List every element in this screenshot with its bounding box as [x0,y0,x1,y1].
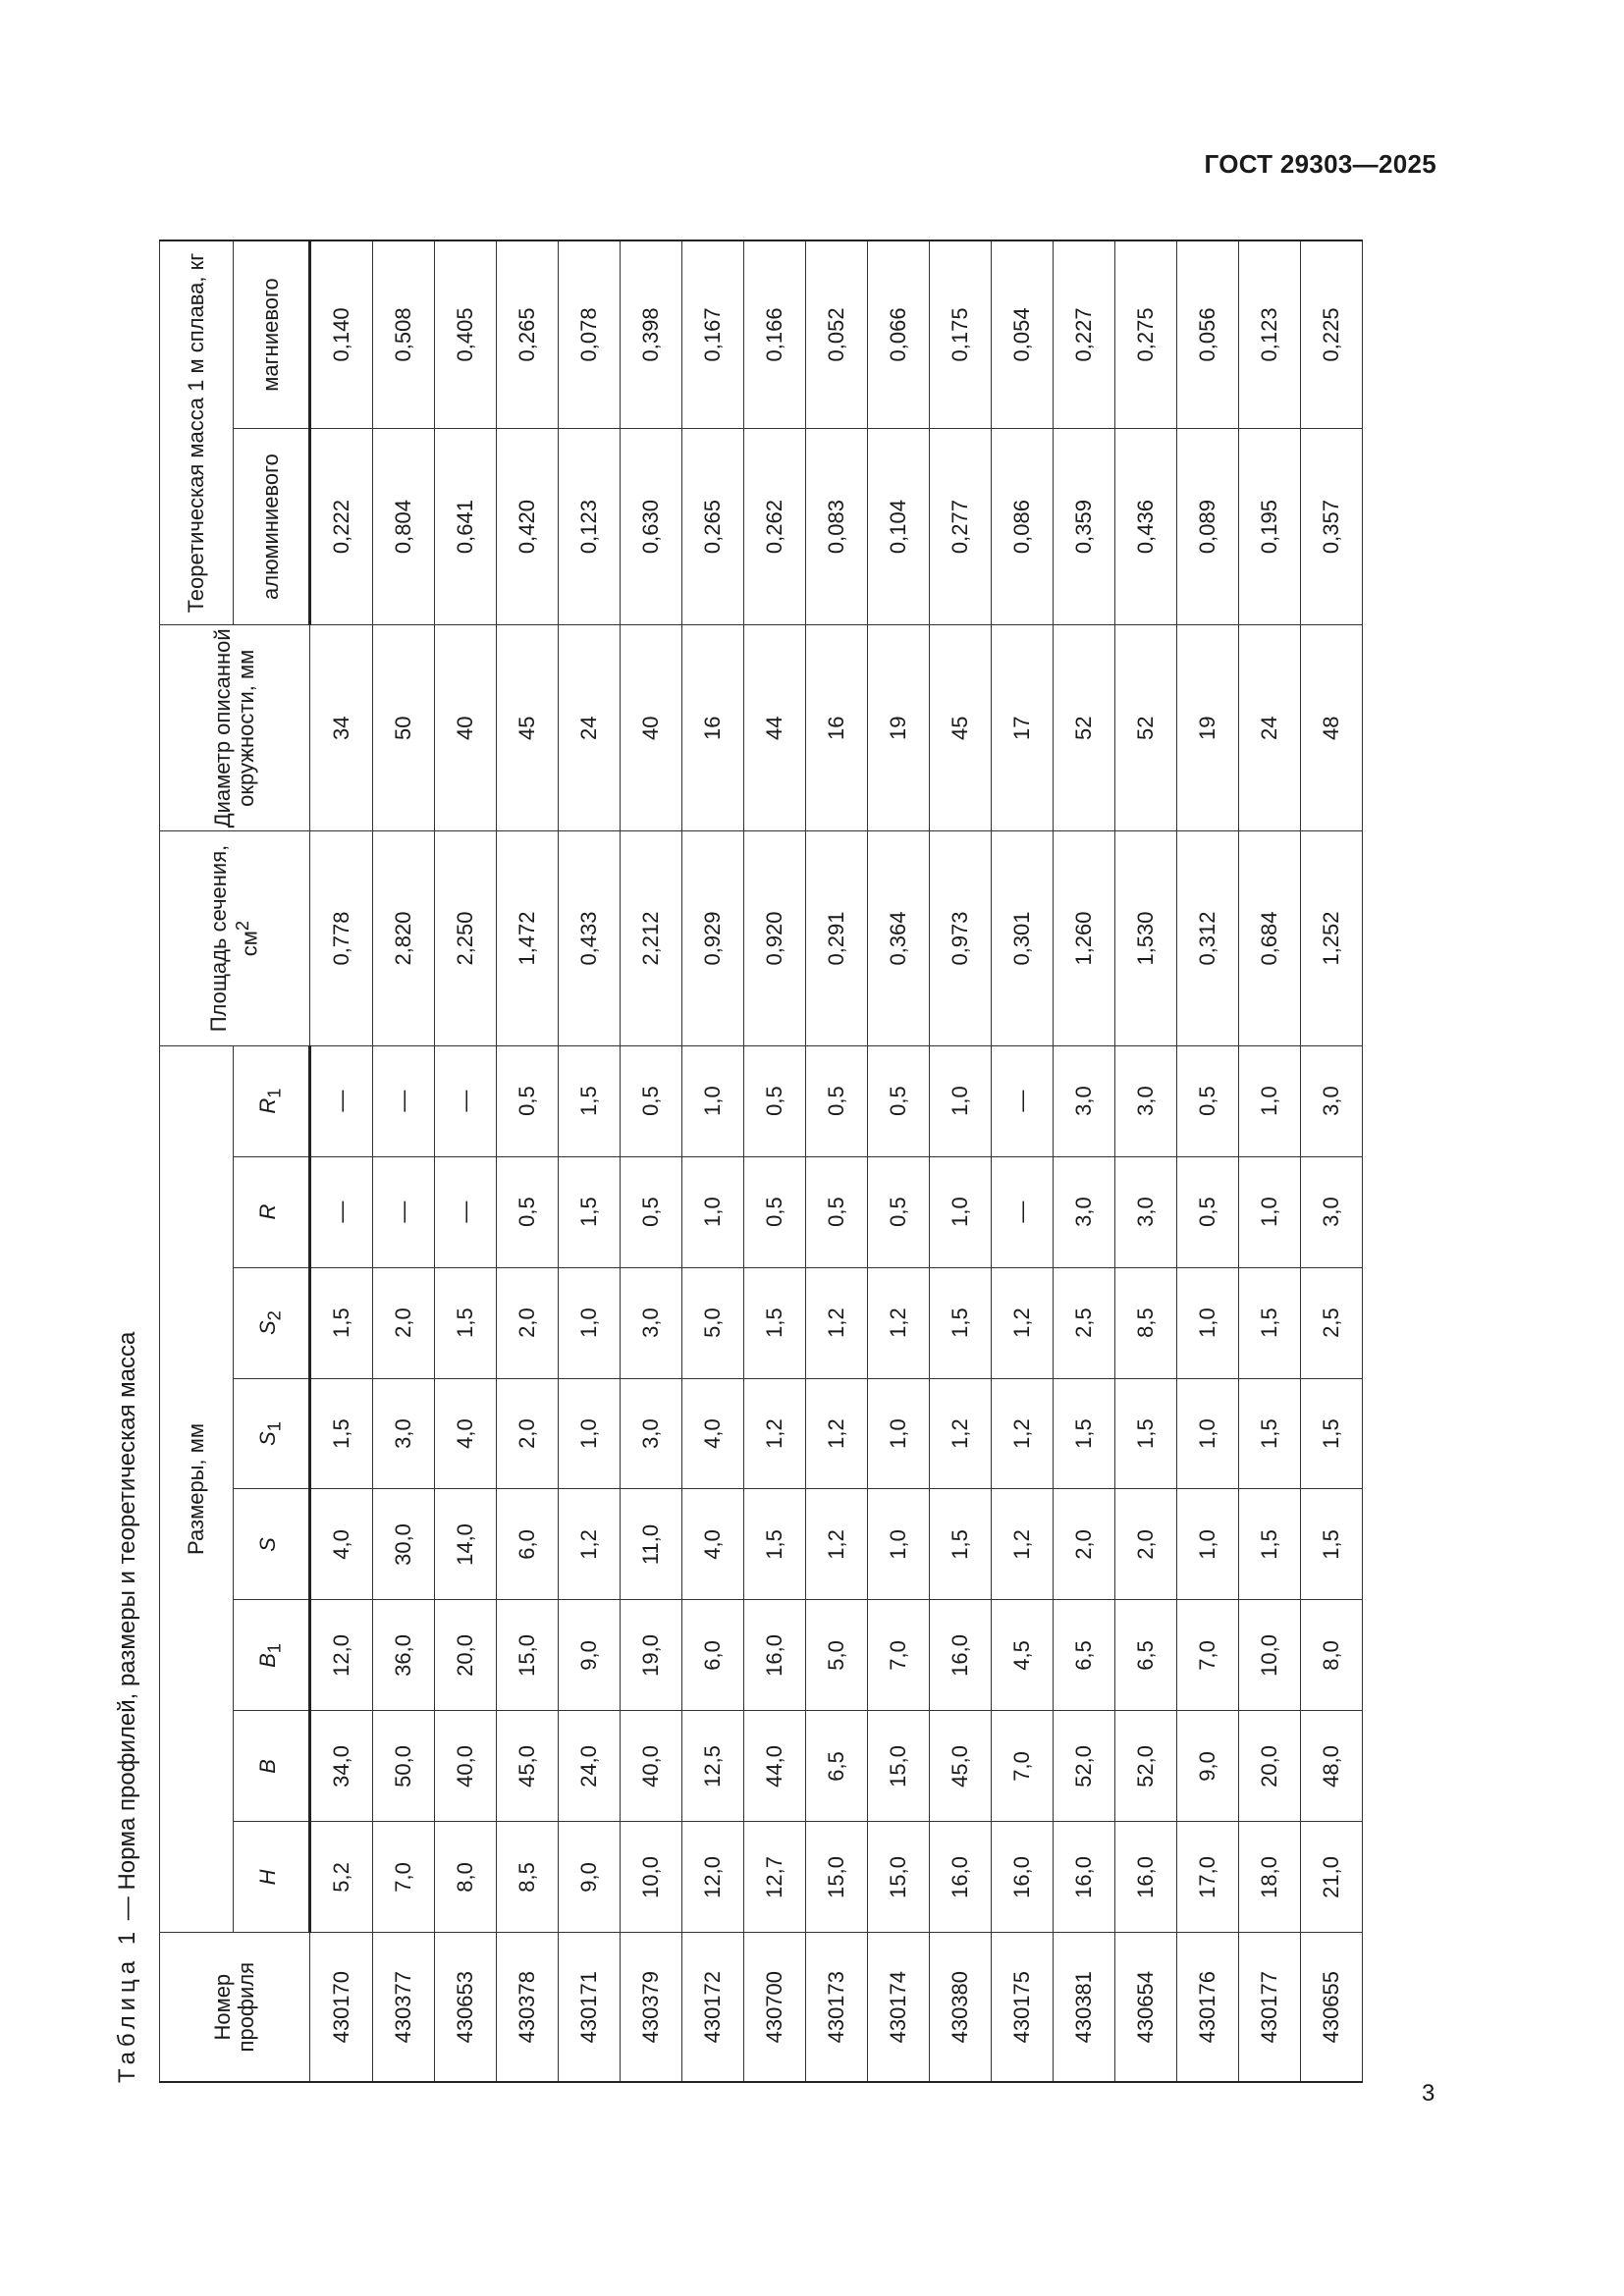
table-cell: 3,0 [1054,1156,1115,1267]
table-cell: 2,0 [1054,1489,1115,1600]
table-cell: 6,0 [497,1489,559,1600]
header-size-h [234,1822,310,1933]
header-size-subscript: 1 [263,1088,285,1098]
table-cell: 20,0 [1239,1711,1301,1822]
table-cell: 6,5 [806,1711,868,1822]
table-cell: 1,5 [744,1489,806,1600]
table-cell: 0,277 [930,428,992,624]
table-cell: 0,5 [1177,1045,1239,1156]
table-row [744,240,806,2082]
table-cell: 0,140 [310,240,373,428]
cell-profile-number: 430654 [1115,1933,1177,2082]
table-cell: 15,0 [868,1822,930,1933]
table-cell: 1,0 [868,1378,930,1489]
table-cell: 1,5 [559,1156,621,1267]
table-row [806,240,868,2082]
table-row [1301,240,1363,2082]
table-cell: 7,0 [868,1600,930,1711]
table-cell: 0,5 [497,1045,559,1156]
table-cell: 16 [806,625,868,831]
cell-profile-number: 430170 [310,1933,373,2082]
table-cell: 4,0 [682,1378,744,1489]
table-cell: 0,083 [806,428,868,624]
table-cell: 52 [1054,625,1115,831]
table-cell: 17,0 [1177,1822,1239,1933]
table-cell: 1,5 [1301,1489,1363,1600]
table-row [1115,240,1177,2082]
table-cell: — [992,1156,1054,1267]
cell-profile-number: 430655 [1301,1933,1363,2082]
header-section-area-sup: 2 [232,920,253,932]
table-cell: 0,225 [1301,240,1363,428]
table-cell: 0,630 [621,428,682,624]
cell-profile-number: 430380 [930,1933,992,2082]
header-size-subscript: 1 [263,1643,285,1654]
table-cell: 2,0 [373,1267,435,1378]
header-size-symbol: B [254,1653,280,1668]
table-cell: 11,0 [621,1489,682,1600]
table-cell: 3,0 [1301,1045,1363,1156]
table-row [310,240,373,2082]
table-cell: 52,0 [1054,1711,1115,1822]
table-cell: 3,0 [621,1378,682,1489]
table-cell: 36,0 [373,1600,435,1711]
cell-profile-number: 430378 [497,1933,559,2082]
profiles-table [159,240,1363,2083]
table-cell: 1,0 [1239,1045,1301,1156]
table-cell: 0,684 [1239,831,1301,1045]
table-cell: 1,0 [1177,1489,1239,1600]
table-cell: 0,222 [310,428,373,624]
table-cell: 19 [868,625,930,831]
table-cell: 1,2 [992,1489,1054,1600]
table-row [1054,240,1115,2082]
table-cell: 0,066 [868,240,930,428]
table-cell: 1,0 [559,1378,621,1489]
table-cell: 1,5 [435,1267,497,1378]
table-cell: 1,2 [930,1378,992,1489]
table-cell: 16 [682,625,744,831]
table-cell: 1,260 [1054,831,1115,1045]
table-cell: 5,0 [682,1267,744,1378]
header-size-symbol: B [254,1759,280,1774]
table-row [373,240,435,2082]
table-cell: — [373,1045,435,1156]
table-cell: 34 [310,625,373,831]
header-size-r [234,1156,310,1267]
table-cell: 0,167 [682,240,744,428]
table-cell: 16,0 [1054,1822,1115,1933]
table-cell: 0,5 [868,1045,930,1156]
table-cell: 10,0 [621,1822,682,1933]
table-cell: 40,0 [621,1711,682,1822]
table-cell: 21,0 [1301,1822,1363,1933]
cell-profile-number: 430377 [373,1933,435,2082]
table-cell: 0,641 [435,428,497,624]
table-cell: 0,778 [310,831,373,1045]
table-cell: 4,0 [435,1378,497,1489]
table-cell: 1,0 [559,1267,621,1378]
table-cell: 1,2 [992,1267,1054,1378]
cell-profile-number: 430700 [744,1933,806,2082]
cell-profile-number: 430172 [682,1933,744,2082]
table-row [992,240,1054,2082]
table-cell: 16,0 [744,1600,806,1711]
table-cell: 50 [373,625,435,831]
table-cell: 1,2 [744,1378,806,1489]
table-cell: 7,0 [992,1711,1054,1822]
table-cell: 45,0 [930,1711,992,1822]
table-cell: 0,357 [1301,428,1363,624]
table-cell: 16,0 [1115,1822,1177,1933]
table-cell: 14,0 [435,1489,497,1600]
table-cell: 5,0 [806,1600,868,1711]
table-row [1239,240,1301,2082]
header-sizes-group: Размеры, мм [160,1045,234,1933]
cell-profile-number: 430176 [1177,1933,1239,2082]
table-cell: 0,052 [806,240,868,428]
table-cell: 0,166 [744,240,806,428]
table-cell: 1,2 [868,1267,930,1378]
table-cell: 0,929 [682,831,744,1045]
table-cell: 9,0 [1177,1711,1239,1822]
table-cell: 4,0 [310,1489,373,1600]
table-cell: 50,0 [373,1711,435,1822]
table-cell: 48 [1301,625,1363,831]
table-cell: 1,5 [930,1267,992,1378]
table-cell: 1,0 [1239,1156,1301,1267]
header-size-subscript: 2 [263,1310,285,1321]
table-cell: 24 [1239,625,1301,831]
table-cell: 4,0 [682,1489,744,1600]
cell-profile-number: 430173 [806,1933,868,2082]
header-size-s [234,1489,310,1600]
table-cell: 16,0 [930,1600,992,1711]
header-size-symbol: R [254,1097,280,1114]
table-row [435,240,497,2082]
table-cell: 0,086 [992,428,1054,624]
header-section-area [160,831,310,1045]
table-cell: 0,804 [373,428,435,624]
table-cell: 1,5 [1054,1378,1115,1489]
table-cell: 1,5 [310,1267,373,1378]
table-cell: 30,0 [373,1489,435,1600]
table-cell: — [435,1156,497,1267]
header-section-area-text: Площадь сечения, см [206,844,262,1033]
table-cell: 1,2 [559,1489,621,1600]
table-cell: 16,0 [992,1822,1054,1933]
table-cell: 16,0 [930,1822,992,1933]
document-code: ГОСТ 29303—2025 [1204,149,1436,179]
table-cell: 7,0 [1177,1600,1239,1711]
table-cell: 3,0 [1301,1156,1363,1267]
table-cell: 1,2 [806,1378,868,1489]
table-cell: 1,472 [497,831,559,1045]
table-cell: 19 [1177,625,1239,831]
table-cell: — [310,1045,373,1156]
header-size-b1 [234,1600,310,1711]
table-cell: 0,291 [806,831,868,1045]
table-cell: 0,420 [497,428,559,624]
table-cell: 15,0 [806,1822,868,1933]
header-size-symbol: H [254,1869,280,1886]
cell-profile-number: 430171 [559,1933,621,2082]
table-cell: 1,5 [930,1489,992,1600]
table-cell: 0,973 [930,831,992,1045]
table-cell: 2,5 [1301,1267,1363,1378]
table-cell: 17 [992,625,1054,831]
table-cell: 40,0 [435,1711,497,1822]
cell-profile-number: 430379 [621,1933,682,2082]
table-cell: 0,056 [1177,240,1239,428]
table-row [868,240,930,2082]
table-cell: 0,104 [868,428,930,624]
table-cell: 0,275 [1115,240,1177,428]
table-cell: 2,5 [1054,1267,1115,1378]
header-mass-group: Теоретическая масса 1 м сплава, кг [160,240,234,625]
table-cell: 3,0 [621,1267,682,1378]
header-circumscribed-diameter: Диаметр описанной окружности, мм [160,625,310,831]
table-cell: 2,0 [497,1267,559,1378]
table-cell: 2,250 [435,831,497,1045]
table-row [621,240,682,2082]
table-cell: 12,7 [744,1822,806,1933]
table-cell: 1,5 [744,1267,806,1378]
table-cell: 45,0 [497,1711,559,1822]
table-cell: 10,0 [1239,1600,1301,1711]
table-cell: 24 [559,625,621,831]
table-cell: 0,364 [868,831,930,1045]
table-cell: 12,0 [310,1600,373,1711]
header-size-subscript: 1 [263,1421,285,1432]
cell-profile-number: 430381 [1054,1933,1115,2082]
table-cell: 45 [930,625,992,831]
cell-profile-number: 430175 [992,1933,1054,2082]
table-cell: — [435,1045,497,1156]
table-row [1177,240,1239,2082]
table-cell: 4,5 [992,1600,1054,1711]
header-mass-magnesium: магниевого [234,240,310,428]
table-cell: 8,5 [497,1822,559,1933]
header-size-symbol: S [254,1537,280,1552]
table-cell: 8,0 [435,1822,497,1933]
table-cell: 1,0 [868,1489,930,1600]
table-cell: 1,2 [806,1267,868,1378]
table-cell: 12,5 [682,1711,744,1822]
table-cell: 1,5 [559,1045,621,1156]
table-cell: 1,5 [1239,1489,1301,1600]
table-row [682,240,744,2082]
table-cell: 8,5 [1115,1267,1177,1378]
cell-profile-number: 430174 [868,1933,930,2082]
table-cell: 3,0 [1054,1045,1115,1156]
table-row [930,240,992,2082]
table-cell: — [373,1156,435,1267]
table-cell: 1,5 [310,1378,373,1489]
header-profile-number: Номер профиля [160,1933,310,2082]
table-cell: 18,0 [1239,1822,1301,1933]
table-cell: 0,195 [1239,428,1301,624]
table-cell: 2,820 [373,831,435,1045]
table-cell: 1,0 [682,1156,744,1267]
header-size-symbol: S [254,1431,280,1446]
table-cell: 2,212 [621,831,682,1045]
table-caption [110,1332,157,2083]
table-cell: 5,2 [310,1822,373,1933]
cell-profile-number: 430177 [1239,1933,1301,2082]
table-cell: 3,0 [373,1378,435,1489]
header-size-symbol: S [254,1320,280,1335]
table-cell: 0,265 [497,240,559,428]
table-cell: 0,5 [497,1156,559,1267]
table-cell: 3,0 [1115,1156,1177,1267]
table-cell: 6,5 [1054,1600,1115,1711]
table-cell: — [310,1156,373,1267]
table-cell: 1,0 [682,1045,744,1156]
table-cell: 0,5 [1177,1156,1239,1267]
table-cell: 52 [1115,625,1177,831]
table-cell: 48,0 [1301,1711,1363,1822]
table-cell: 15,0 [868,1711,930,1822]
table-cell: 0,123 [1239,240,1301,428]
table-cell: 0,089 [1177,428,1239,624]
table-cell: 1,5 [1239,1378,1301,1489]
table-cell: 6,5 [1115,1600,1177,1711]
table-cell: 15,0 [497,1600,559,1711]
table-cell: 0,265 [682,428,744,624]
table-cell: 1,0 [1177,1267,1239,1378]
table-cell: 1,0 [1177,1378,1239,1489]
table-cell: 1,5 [1301,1378,1363,1489]
table-cell: 0,433 [559,831,621,1045]
table-cell: 12,0 [682,1822,744,1933]
table-cell: 7,0 [373,1822,435,1933]
table-cell: 0,359 [1054,428,1115,624]
table-cell: 0,054 [992,240,1054,428]
table-cell: 1,2 [992,1378,1054,1489]
header-size-symbol: R [254,1203,280,1220]
table-cell: 0,508 [373,240,435,428]
table-cell: 2,0 [1115,1489,1177,1600]
table-cell: 44 [744,625,806,831]
header-size-b [234,1711,310,1822]
table-cell: 0,078 [559,240,621,428]
table-cell: 0,436 [1115,428,1177,624]
table-body [310,240,1363,2082]
table-cell: 19,0 [621,1600,682,1711]
header-size-r1 [234,1045,310,1156]
cell-profile-number: 430653 [435,1933,497,2082]
table-cell: — [992,1045,1054,1156]
table-cell: 0,5 [744,1156,806,1267]
header-mass-aluminum: алюминиевого [234,428,310,624]
table-cell: 9,0 [559,1600,621,1711]
table-cell: 0,405 [435,240,497,428]
table-cell: 0,227 [1054,240,1115,428]
table-cell: 0,175 [930,240,992,428]
table-row [559,240,621,2082]
table-cell: 40 [435,625,497,831]
table-row [497,240,559,2082]
rotated-table-block [110,238,1390,2083]
table-cell: 1,5 [1239,1267,1301,1378]
header-size-s1 [234,1378,310,1489]
table-cell: 2,0 [497,1378,559,1489]
table-cell: 9,0 [559,1822,621,1933]
table-cell: 1,0 [930,1045,992,1156]
table-cell: 1,2 [806,1489,868,1600]
table-cell: 0,398 [621,240,682,428]
table-cell: 44,0 [744,1711,806,1822]
table-cell: 20,0 [435,1600,497,1711]
table-cell: 1,530 [1115,831,1177,1045]
table-cell: 0,123 [559,428,621,624]
page-number: 3 [1422,2080,1435,2107]
table-cell: 8,0 [1301,1600,1363,1711]
header-size-s2 [234,1267,310,1378]
table-cell: 0,262 [744,428,806,624]
table-cell: 1,5 [1115,1378,1177,1489]
table-cell: 24,0 [559,1711,621,1822]
table-caption-label: Таблица 1 [114,1926,140,2083]
table-cell: 3,0 [1115,1045,1177,1156]
table-cell: 0,5 [621,1156,682,1267]
table-cell: 6,0 [682,1600,744,1711]
table-cell: 45 [497,625,559,831]
table-cell: 1,252 [1301,831,1363,1045]
table-cell: 0,301 [992,831,1054,1045]
table-cell: 0,5 [744,1045,806,1156]
table-cell: 0,5 [868,1156,930,1267]
table-cell: 0,5 [806,1045,868,1156]
table-cell: 40 [621,625,682,831]
table-cell: 0,5 [806,1156,868,1267]
table-caption-text: — Норма профилей, размеры и теоретическая масса [114,1331,140,1927]
table-cell: 0,5 [621,1045,682,1156]
table-cell: 0,312 [1177,831,1239,1045]
table-cell: 0,920 [744,831,806,1045]
table-cell: 1,0 [930,1156,992,1267]
table-cell: 34,0 [310,1711,373,1822]
table-cell: 52,0 [1115,1711,1177,1822]
